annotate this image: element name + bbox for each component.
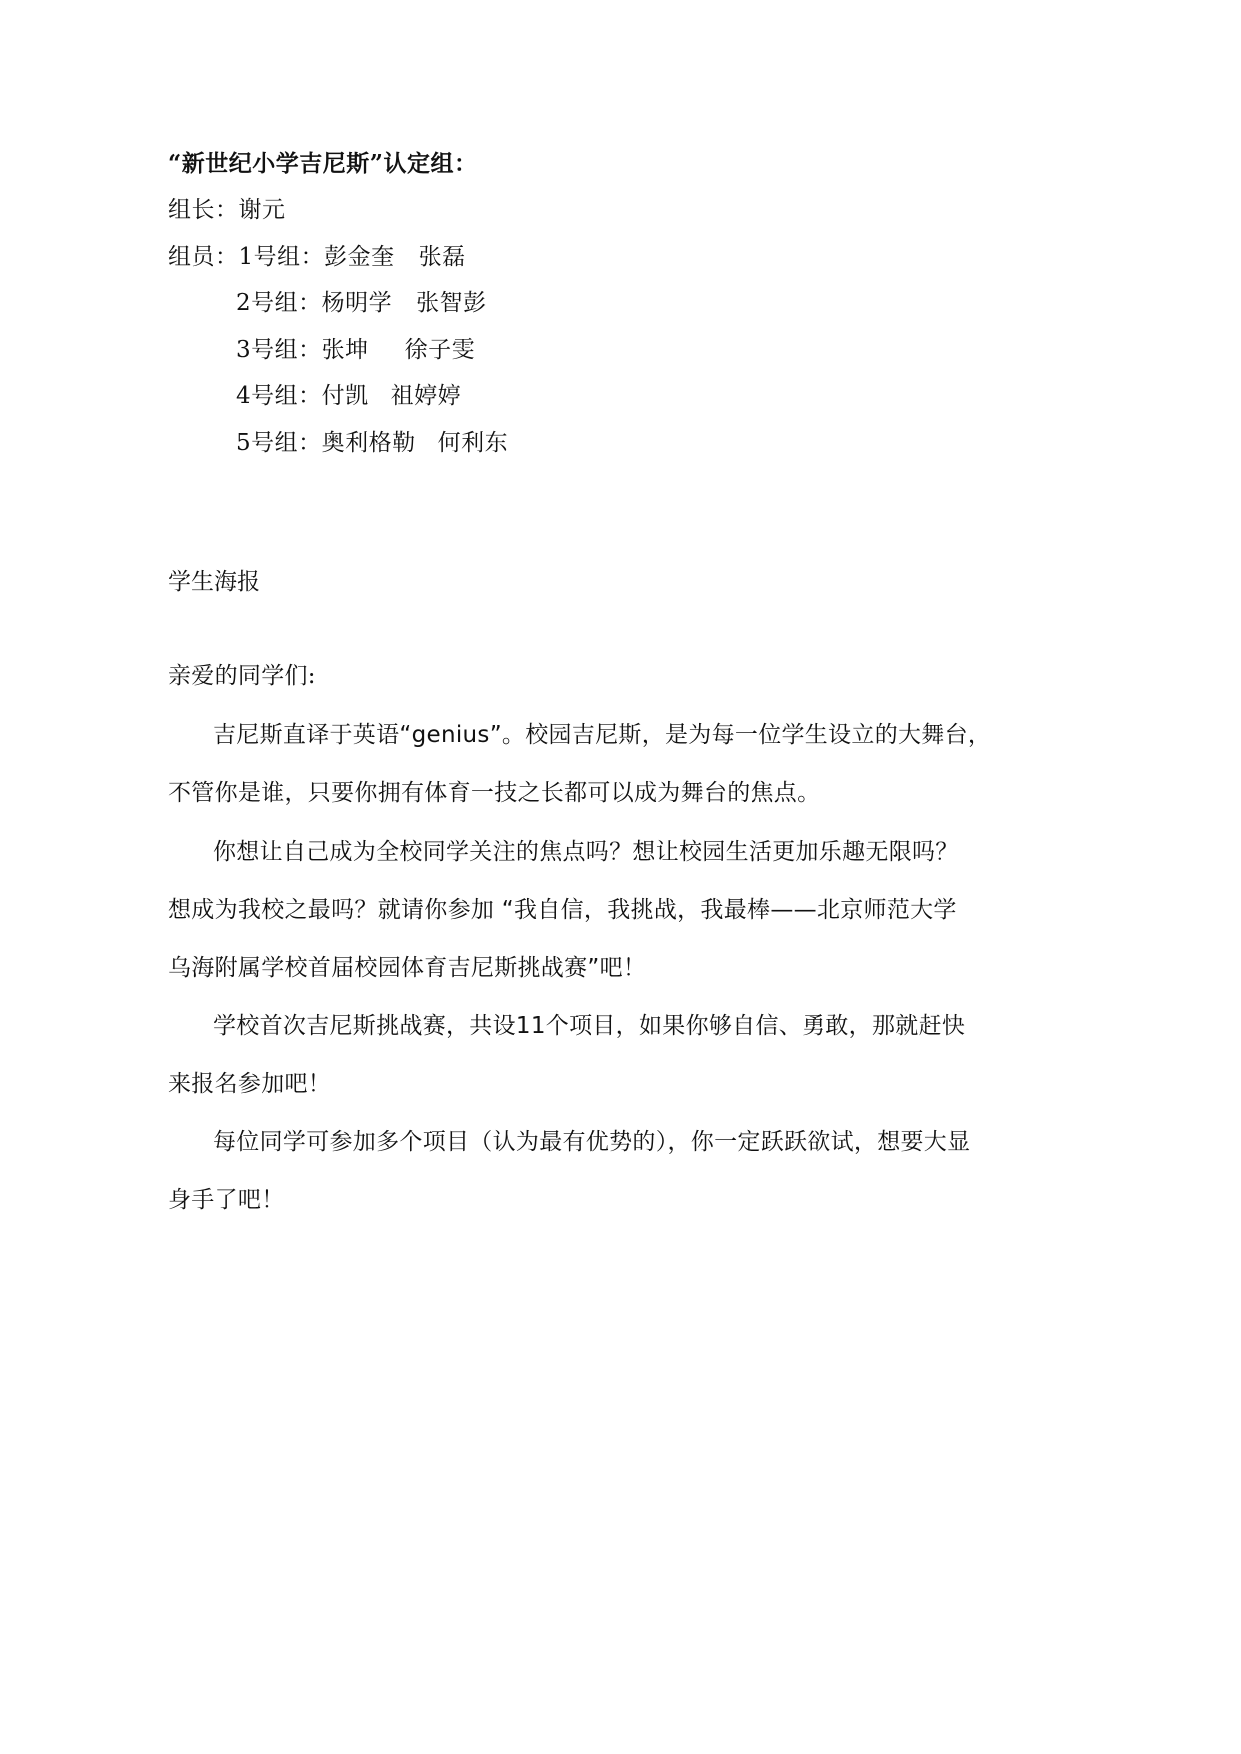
subgroup-row-4 [236, 385, 461, 408]
subgroup-member: 徐子雯 [404, 337, 476, 363]
subgroup-label: 4号组： [236, 383, 322, 409]
subgroup-label: 3号组： [236, 337, 322, 363]
subgroup-member: 付凯 [321, 383, 369, 409]
subgroup-label: 2号组： [236, 290, 322, 316]
poster-greeting: 亲爱的同学们: [168, 663, 316, 689]
poster-paragraph-1-line-1: 吉尼斯直译于英语“genius”。校园吉尼斯，是为每一位学生设立的大舞台， [213, 722, 992, 748]
poster-section-title: 学生海报 [168, 569, 260, 595]
poster-paragraph-2-line-3: 乌海附属学校首届校园体育吉尼斯挑战赛”吧！ [168, 955, 647, 981]
leader-row [168, 199, 286, 222]
leader-name: 谢元 [238, 197, 286, 223]
poster-paragraph-4-line-2: 身手了吧！ [168, 1187, 285, 1213]
poster-paragraph-3-line-2: 来报名参加吧！ [168, 1071, 332, 1097]
poster-paragraph-1-line-2: 不管你是谁，只要你拥有体育一技之长都可以成为舞台的焦点。 [168, 780, 821, 806]
subgroup-member: 彭金奎 [324, 244, 395, 270]
group-title: “新世纪小学吉尼斯”认定组： [168, 150, 478, 177]
poster-paragraph-2-line-1: 你想让自己成为全校同学关注的焦点吗？想让校园生活更加乐趣无限吗？ [213, 839, 959, 865]
subgroup-label: 1号组： [238, 244, 325, 270]
subgroup-member: 奥利格勒 [321, 430, 416, 456]
subgroup-member: 张坤 [321, 337, 369, 363]
poster-paragraph-4-line-1: 每位同学可参加多个项目（认为最有优势的），你一定跃跃欲试，想要大显 [213, 1129, 971, 1155]
subgroup-row-3 [236, 339, 475, 362]
subgroup-row-5 [236, 432, 508, 455]
subgroup-row-1 [168, 246, 466, 269]
leader-label: 组长： [168, 197, 239, 223]
subgroup-member: 张智彭 [416, 290, 487, 316]
poster-paragraph-2-line-2: 想成为我校之最吗？就请你参加 “我自信，我挑战，我最棒——北京师范大学 [168, 897, 957, 923]
subgroup-label: 5号组： [236, 430, 322, 456]
subgroup-member: 杨明学 [321, 290, 393, 316]
subgroup-member: 祖婷婷 [390, 383, 462, 409]
poster-paragraph-3-line-1: 学校首次吉尼斯挑战赛，共设11个项目，如果你够自信、勇敢，那就赶快 [213, 1013, 966, 1039]
subgroup-member: 张磊 [418, 244, 466, 270]
subgroup-member: 何利东 [437, 430, 509, 456]
members-label: 组员： [168, 244, 239, 270]
subgroup-row-2 [236, 292, 487, 315]
